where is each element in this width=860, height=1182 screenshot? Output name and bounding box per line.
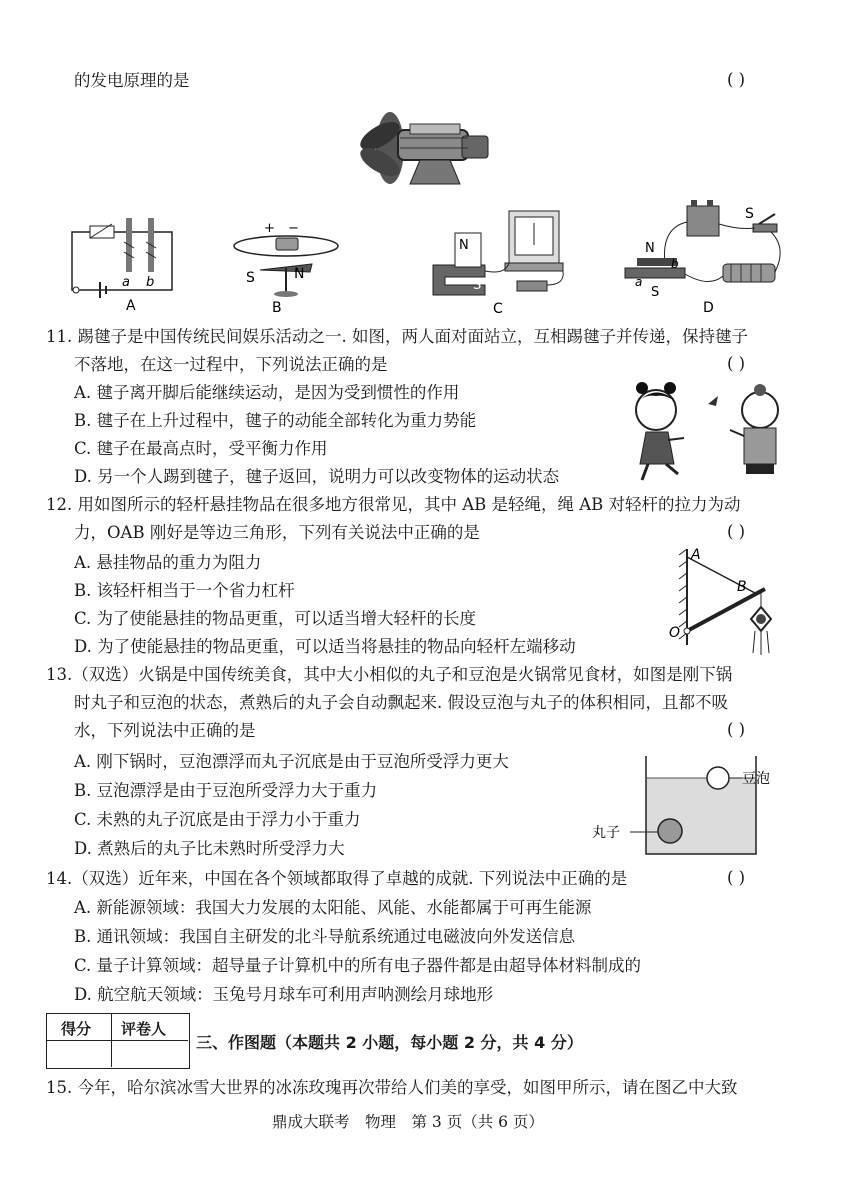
label-a: a (122, 275, 130, 290)
q12-stem-line2: 力，OAB 刚好是等边三角形，下列有关说法中正确的是 (74, 523, 480, 542)
figure-b-oersted-experiment (230, 218, 350, 314)
q11-stem-line1: 11. 踢毽子是中国传统民间娱乐活动之一. 如图，两人面对面站立，互相踢毽子并传递，保持毽子 (46, 327, 748, 346)
score-label: 得分 (61, 1020, 92, 1038)
q11-option-d: D. 另一个人踢到毽子，毽子返回，说明力可以改变物体的运动状态 (74, 467, 560, 486)
q11-option-c: C. 毽子在最高点时，受平衡力作用 (74, 439, 328, 458)
page-footer: 鼎成大联考 物理 第 3 页（共 6 页） (272, 1113, 544, 1131)
figure-d-motor-circuit (615, 198, 795, 318)
point-a-label: A (691, 547, 701, 563)
label-s: S (651, 285, 660, 300)
label-a: a (635, 275, 643, 289)
q13-option-d: D. 煮熟后的丸子比未熟时所受浮力大 (74, 839, 345, 858)
figure-a-electromagnet-circuit (60, 212, 180, 312)
q15-stem-line1: 15. 今年，哈尔滨冰雪大世界的冰冻玫瑰再次带给人们美的享受，如图甲所示，请在图乙中大致 (46, 1078, 738, 1097)
q12-stem-line1: 12. 用如图所示的轻杆悬挂物品在很多地方很常见，其中 AB 是轻绳，绳 AB 对轻杆的拉力为动 (46, 495, 741, 514)
q13-option-a: A. 刚下锅时，豆泡漂浮而丸子沉底是由于豆泡所受浮力更大 (74, 752, 509, 771)
question-continuation: 的发电原理的是 (74, 71, 190, 90)
electric-fan-image (350, 96, 500, 191)
point-o-label: O (669, 625, 681, 641)
label-s: S (473, 278, 482, 293)
q13-stem-line3: 水，下列说法中正确的是 (74, 721, 256, 740)
q12-option-d: D. 为了使能悬挂的物品更重，可以适当将悬挂的物品向轻杆左端移动 (74, 637, 576, 656)
q14-option-d: D. 航空航天领域：玉兔号月球车可利用声呐测绘月球地形 (74, 985, 494, 1004)
label-b: b (671, 257, 679, 271)
q12-answer-blank: ( ) (727, 522, 746, 541)
score-table (46, 1013, 190, 1069)
label-n: N (294, 266, 305, 282)
q11-option-b: B. 毽子在上升过程中，毽子的动能全部转化为重力势能 (74, 411, 477, 430)
caption-a: A (126, 298, 136, 312)
q14-option-b: B. 通讯领域：我国自主研发的北斗导航系统通过电磁波向外发送信息 (74, 927, 576, 946)
caption-d: D (703, 300, 714, 316)
hotpot-container-figure (590, 750, 790, 858)
plus-sign: + (264, 221, 275, 236)
label-b: b (146, 275, 155, 290)
q13-option-b: B. 豆泡漂浮是由于豆泡所受浮力大于重力 (74, 781, 378, 800)
q13-stem-line2: 时丸子和豆泡的状态，煮熟后的丸子会自动飘起来. 假设豆泡与丸子的体积相同，且都不吸 (74, 693, 728, 712)
q12-option-a: A. 悬挂物品的重力为阻力 (74, 553, 262, 572)
caption-b: B (272, 300, 282, 314)
section-heading: 三、作图题（本题共 2 小题，每小题 2 分，共 4 分） (196, 1033, 583, 1052)
label-switch-s: S (745, 206, 754, 222)
grader-label: 评卷人 (121, 1020, 167, 1038)
point-b-label: B (737, 579, 747, 595)
q13-answer-blank: ( ) (727, 720, 746, 739)
q13-option-c: C. 未熟的丸子沉底是由于浮力小于重力 (74, 810, 361, 829)
label-n: N (459, 238, 469, 253)
figure-c-magnet-galvanometer (425, 205, 575, 317)
q14-answer-blank: ( ) (727, 868, 746, 887)
q12-option-c: C. 为了使能悬挂的物品更重，可以适当增大轻杆的长度 (74, 609, 477, 628)
q14-option-a: A. 新能源领域：我国大力发展的太阳能、风能、水能都属于可再生能源 (74, 898, 592, 917)
q11-stem-line2: 不落地，在这一过程中，下列说法正确的是 (74, 355, 388, 374)
doupao-label: 豆泡 (742, 771, 770, 787)
kids-kicking-shuttlecock-image (620, 380, 795, 488)
score-entry-cell (47, 1041, 112, 1067)
q13-stem-line1: 13.（双选）火锅是中国传统美食，其中大小相似的丸子和豆泡是火锅常见食材，如图是刚下锅 (46, 665, 733, 684)
q14-stem-line1: 14.（双选）近年来，中国在各个领域都取得了卓越的成就. 下列说法中正确的是 (46, 869, 628, 888)
answer-blank: ( ) (727, 70, 746, 89)
label-s: S (246, 270, 255, 286)
minus-sign: − (288, 221, 299, 236)
lever-hanging-figure (665, 545, 790, 667)
label-n: N (645, 241, 655, 256)
q11-answer-blank: ( ) (727, 354, 746, 373)
q12-option-b: B. 该轻杆相当于一个省力杠杆 (74, 581, 295, 600)
q11-option-a: A. 毽子离开脚后能继续运动，是因为受到惯性的作用 (74, 383, 460, 402)
wanzi-label: 丸子 (592, 825, 620, 841)
caption-c: C (493, 301, 503, 317)
q14-option-c: C. 量子计算领域：超导量子计算机中的所有电子器件都是由超导体材料制成的 (74, 956, 642, 975)
